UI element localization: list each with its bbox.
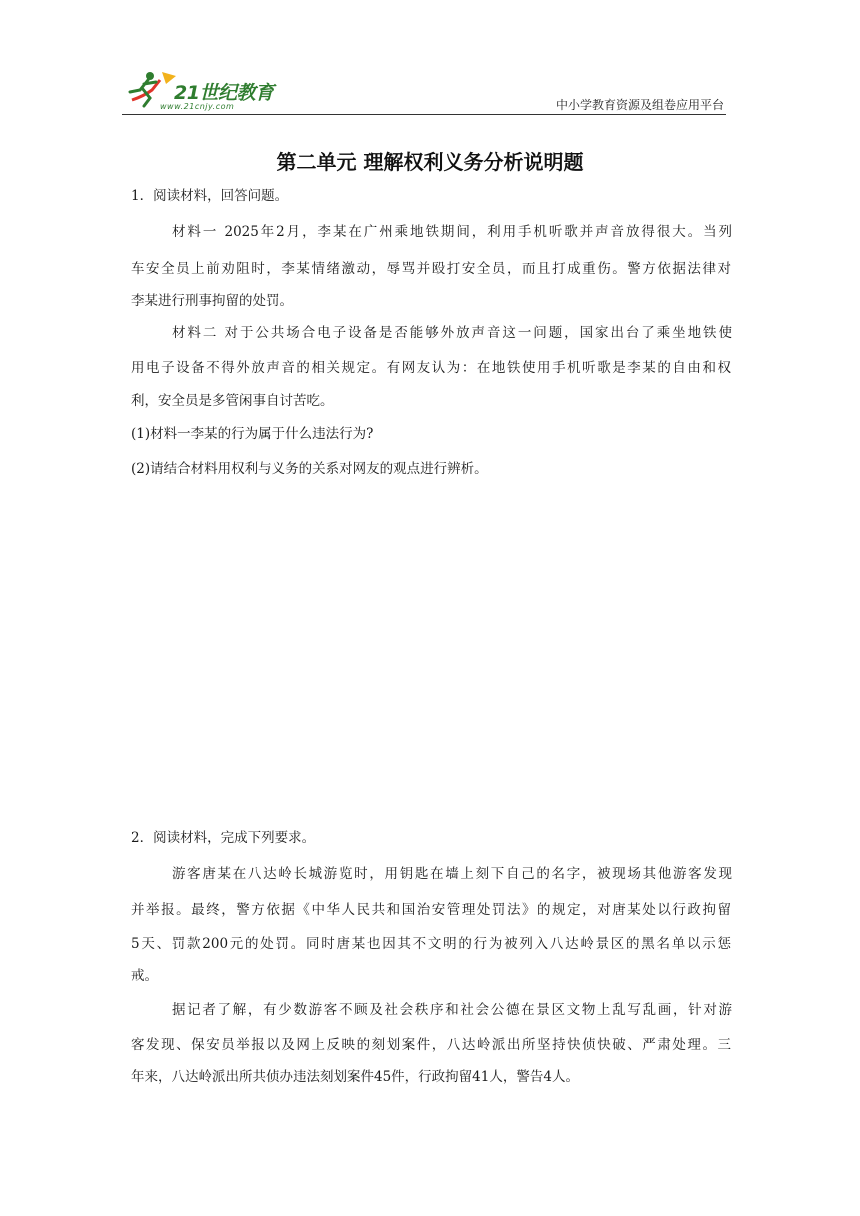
q2-para1-line1: 游客唐某在八达岭长城游览时，用钥匙在墙上刻下自己的名字，被现场其他游客发现 <box>172 866 732 882</box>
q1-material1-line3: 李某进行刑事拘留的处罚。 <box>131 293 293 309</box>
platform-label: 中小学教育资源及组卷应用平台 <box>555 98 724 112</box>
q1-material2-line1: 材料二 对于公共场合电子设备是否能够外放声音这一问题，国家出台了乘坐地铁使 <box>172 325 732 341</box>
logo-text: 21世纪教育 <box>174 82 274 104</box>
q1-subquestion-1: (1)材料一李某的行为属于什么违法行为? <box>131 426 374 442</box>
page-title: 第二单元 理解权利义务分析说明题 <box>276 150 584 174</box>
q1-material1-line2: 车安全员上前劝阻时，李某情绪激动，辱骂并殴打安全员，而且打成重伤。警方依据法律对 <box>131 261 731 277</box>
q2-para1-line4: 戒。 <box>131 968 158 984</box>
q2-stem: 2．阅读材料，完成下列要求。 <box>131 830 316 846</box>
q1-stem: 1．阅读材料，回答问题。 <box>131 188 289 204</box>
q2-para2-line1: 据记者了解，有少数游客不顾及社会秩序和社会公德在景区文物上乱写乱画，针对游 <box>172 1002 732 1018</box>
q2-para2-line3: 年来，八达岭派出所共侦办违法刻划案件45件，行政拘留41人，警告4人。 <box>131 1069 579 1085</box>
q1-material2-line2: 用电子设备不得外放声音的相关规定。有网友认为：在地铁使用手机听歌是李某的自由和权 <box>131 360 731 376</box>
q1-material1-line1: 材料一 2025年2月，李某在广州乘地铁期间，利用手机听歌并声音放得很大。当列 <box>172 224 732 240</box>
header-divider <box>122 114 726 115</box>
page-header <box>122 66 726 116</box>
q1-material2-line3: 利，安全员是多管闲事自讨苦吃。 <box>131 393 334 409</box>
q2-para1-line2: 并举报。最终，警方依据《中华人民共和国治安管理处罚法》的规定，对唐某处以行政拘留 <box>131 902 731 918</box>
q2-para2-line2: 客发现、保安员举报以及网上反映的刻划案件，八达岭派出所坚持快侦快破、严肃处理。三 <box>131 1037 731 1053</box>
logo-url: www.21cnjy.com <box>160 102 235 111</box>
q2-para1-line3: 5天、罚款200元的处罚。同时唐某也因其不文明的行为被列入八达岭景区的黑名单以示惩 <box>131 936 731 952</box>
logo <box>122 66 292 116</box>
q1-subquestion-2: (2)请结合材料用权利与义务的关系对网友的观点进行辨析。 <box>131 461 488 477</box>
